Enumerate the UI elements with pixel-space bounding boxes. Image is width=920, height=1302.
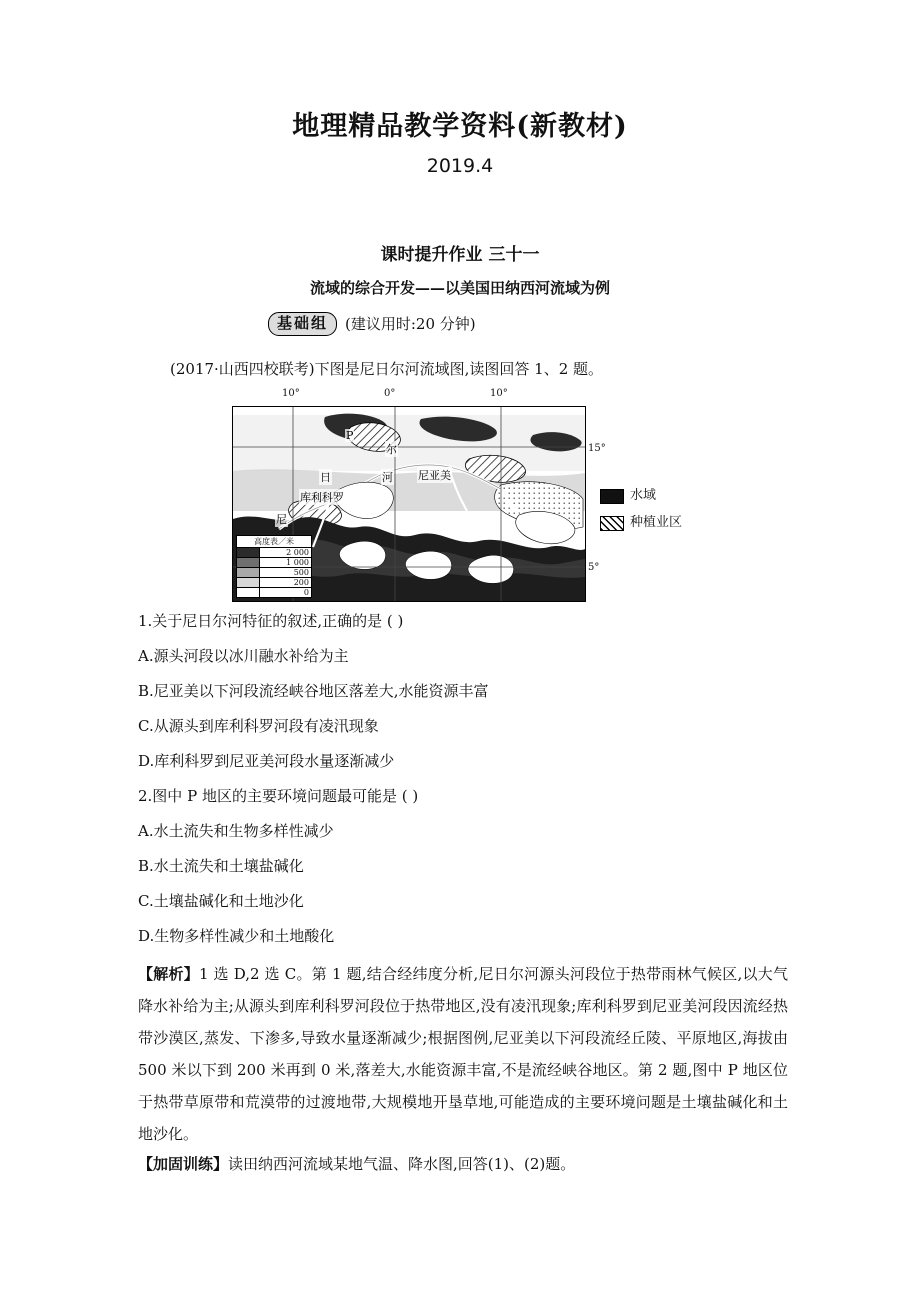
legend-item [600,486,720,507]
question-1-option-a: A.源头河段以冰川融水补给为主 [138,647,349,665]
page-header-date: 2019.4 [426,155,494,177]
altitude-value: 0 [303,588,309,597]
altitude-scale-title: 高度表／米 [237,536,311,548]
altitude-value: 1 000 [286,558,309,567]
assignment-title: 课时提升作业 三十一 [380,245,540,265]
reinforce-text: 读田纳西河流域某地气温、降水图,回答(1)、(2)题。 [228,1155,576,1173]
altitude-swatch [237,568,260,577]
lat-label-15: 15° [588,443,606,454]
analysis-text: 1 选 D,2 选 C。第 1 题,结合经纬度分析,尼日尔河源头河段位于热带雨林气候区,以大气降水补给为主;从源头到库利科罗河段位于热带地区,没有凌汛现象;库利科罗到尼亚美河段因流经热带沙漠区,蒸发、下渗多,导致水量逐渐减少;根据图例,尼亚美以下河段流经丘陵、平原地区,海拔由 500 米以下到 200 米再到 0 米,落差大,水能资源丰富,不是流经峡谷地区。第 2 题,图中 P 地区位于热带草原带和荒漠带的过渡地带,大规模地开垦草地,可能造成的主要环境问题是土壤盐碱化和土地沙化。 [138,965,788,1143]
question-1-option-b: B.尼亚美以下河段流经峡谷地区落差大,水能资源丰富 [138,682,489,700]
question-2-option-d: D.生物多样性减少和土地酸化 [138,927,335,945]
legend-label: 水域 [630,488,657,503]
group-badge: 基础组 [268,312,337,336]
legend-item [600,513,720,534]
map-label-er: 尔 [386,443,397,456]
map-label-kurukoro: 库利科罗 [300,491,344,504]
altitude-row [237,558,311,568]
group-time: (建议用时:20 分钟) [345,315,476,334]
map-frame [232,406,586,602]
map-label-niamey: 尼亚美 [418,469,451,482]
altitude-value: 500 [293,568,309,577]
altitude-row [237,578,311,588]
altitude-scale-legend [236,535,312,598]
altitude-row [237,548,311,558]
map-label-p: P [346,429,354,442]
legend-label: 种植业区 [630,514,683,530]
question-2-option-b: B.水土流失和土壤盐碱化 [138,857,304,875]
analysis-block [138,958,788,1150]
altitude-swatch [237,548,260,557]
lon-label-2: 10° [490,388,508,399]
altitude-value: 200 [293,578,309,587]
map-canvas [233,407,585,601]
niger-river-basin-map [232,388,606,600]
altitude-swatch [237,558,260,567]
lat-label-5: 5° [588,562,600,573]
question-2-stem: 2.图中 P 地区的主要环境问题最可能是 ( ) [138,787,419,805]
assignment-subtitle: 流域的综合开发——以美国田纳西河流域为例 [309,279,610,297]
lon-label-1: 0° [384,388,396,399]
page-header-title: 地理精品教学资料(新教材) [292,111,628,142]
lon-label-0: 10° [282,388,300,399]
map-legend [600,486,720,540]
map-label-ni: 尼 [276,513,287,526]
altitude-swatch [237,578,260,587]
water-swatch [600,489,624,504]
question-1-option-c: C.从源头到库利科罗河段有凌汛现象 [138,717,379,735]
altitude-row [237,568,311,578]
map-label-ri: 日 [320,471,331,484]
group-row [268,312,476,336]
question-lead: (2017·山西四校联考)下图是尼日尔河流域图,读图回答 1、2 题。 [170,360,604,378]
reinforce-block [138,1148,788,1180]
question-2-option-a: A.水土流失和生物多样性减少 [138,822,334,840]
altitude-value: 2 000 [286,548,309,557]
altitude-row [237,588,311,597]
question-2-option-c: C.土壤盐碱化和土地沙化 [138,892,304,910]
question-1-stem: 1.关于尼日尔河特征的叙述,正确的是 ( ) [138,612,404,630]
analysis-label: 【解析】 [138,965,199,983]
plantation-swatch [600,516,624,531]
question-1-option-d: D.库利科罗到尼亚美河段水量逐渐减少 [138,752,395,770]
map-label-he: 河 [382,471,393,484]
reinforce-label: 【加固训练】 [138,1155,229,1173]
altitude-swatch [237,588,260,597]
